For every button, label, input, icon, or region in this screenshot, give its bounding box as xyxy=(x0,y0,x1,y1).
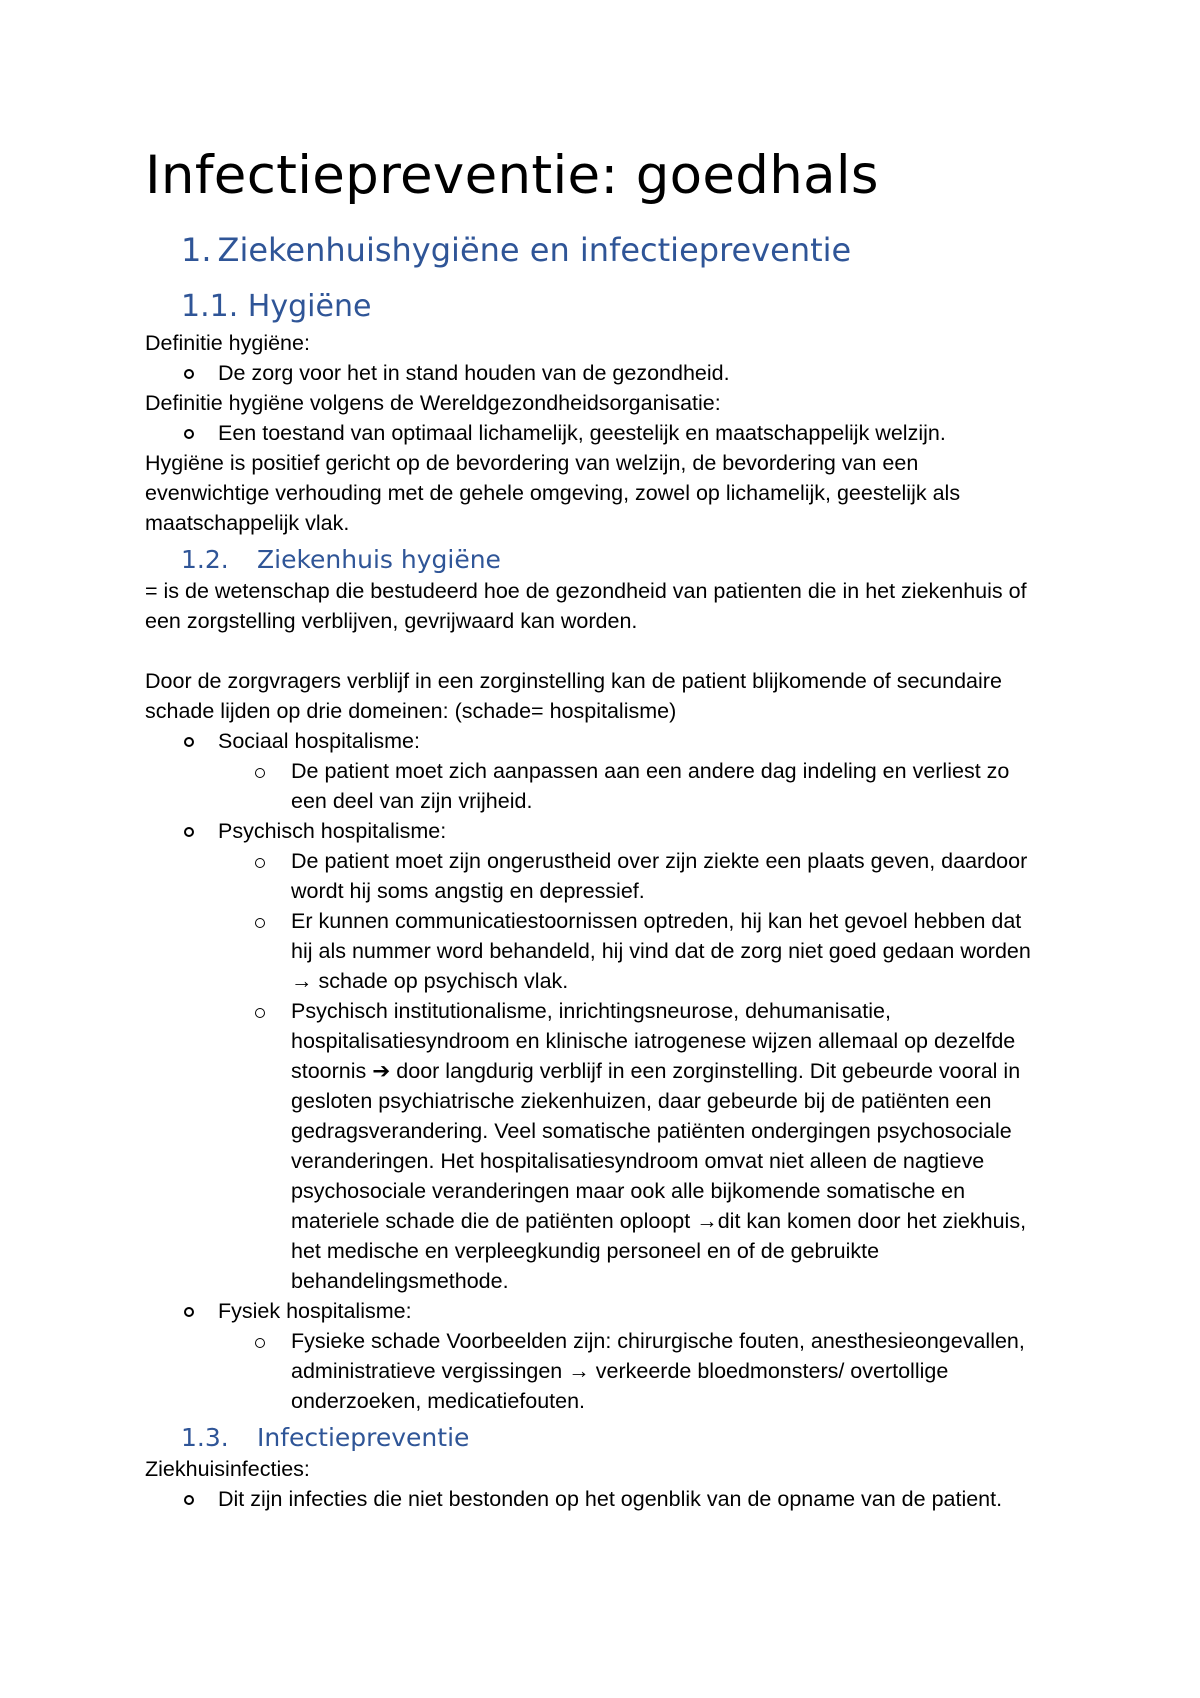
paragraph: Definitie hygiëne: xyxy=(145,331,310,355)
list-item xyxy=(145,1484,1075,1514)
sub-list-item xyxy=(145,756,1075,816)
list-item xyxy=(145,418,1075,448)
list-item xyxy=(145,1296,1075,1326)
sub-list-item xyxy=(145,996,1075,1296)
paragraph-line: Door de zorgvragers verblijf in een zorginstelling kan de patient blijkomende of secundaire xyxy=(145,669,1002,693)
heading-text: Hygiëne xyxy=(247,289,372,324)
list-item-text: Dit zijn infecties die niet bestonden op het ogenblik van de opname van de patient. xyxy=(218,1487,1003,1511)
sub-list-line: Fysieke schade Voorbeelden zijn: chirurgische fouten, anesthesieongevallen, xyxy=(291,1329,1025,1353)
heading-text: Ziekenhuishygiëne en infectiepreventie xyxy=(217,231,852,269)
bullet-icon xyxy=(184,429,194,439)
sub-list-line xyxy=(291,1356,1075,1386)
bullet-icon xyxy=(184,827,194,837)
sub-list-line-text: door langdurig verblijf in een zorginstelling. Dit gebeurde vooral in xyxy=(396,1059,1021,1083)
sub-list-line-text: verkeerde bloedmonsters/ overtollige xyxy=(595,1359,949,1383)
paragraph-line: maatschappelijk vlak. xyxy=(145,511,350,535)
sub-bullet-icon xyxy=(255,768,265,778)
list-item-text: Psychisch hospitalisme: xyxy=(218,819,447,843)
arrow-right-icon: ➔ xyxy=(372,1059,391,1083)
arrow-right-icon: → xyxy=(291,969,313,993)
sub-list-line: gesloten psychiatrische ziekenhuizen, daar gebeurde bij de patiënten een xyxy=(291,1089,992,1113)
heading-section-1-1 xyxy=(181,288,1075,326)
bullet-icon xyxy=(184,1307,194,1317)
paragraph-line: schade lijden op drie domeinen: (schade= hospitalisme) xyxy=(145,699,677,723)
sub-list-line: hij als nummer word behandeld, hij vind dat de zorg niet goed gedaan worden xyxy=(291,939,1031,963)
sub-list-line: behandelingsmethode. xyxy=(291,1269,509,1293)
sub-list-line: gedragsverandering. Veel somatische patiënten ondergingen psychosociale xyxy=(291,1119,1012,1143)
sub-list-line: De patient moet zich aanpassen aan een andere dag indeling en verliest zo xyxy=(291,759,1010,783)
blank-line xyxy=(145,636,1075,666)
heading-section-1-2 xyxy=(181,544,1075,576)
arrow-right-icon: → xyxy=(568,1359,590,1383)
paragraph-line: = is de wetenschap die bestudeerd hoe de gezondheid van patienten die in het ziekenhuis of xyxy=(145,579,1027,603)
sub-list-line-text: administratieve vergissingen xyxy=(291,1359,563,1383)
list-item xyxy=(145,726,1075,756)
sub-list-line: het medische en verpleegkundig personeel en of de gebruikte xyxy=(291,1239,880,1263)
sub-list-line: een deel van zijn vrijheid. xyxy=(291,789,533,813)
list-item-text: Fysiek hospitalisme: xyxy=(218,1299,412,1323)
paragraph-line: een zorgstelling verblijven, gevrijwaard kan worden. xyxy=(145,609,638,633)
sub-list-line-text: materiele schade die de patiënten oploopt xyxy=(291,1209,691,1233)
bullet-icon xyxy=(184,737,194,747)
arrow-right-icon: → xyxy=(696,1209,718,1233)
document-title: Infectiepreventie: goedhals xyxy=(145,145,879,206)
heading-number: 1.1. xyxy=(181,289,239,324)
list-item-text: De zorg voor het in stand houden van de gezondheid. xyxy=(218,361,730,385)
list-item xyxy=(145,358,1075,388)
sub-list-item xyxy=(145,906,1075,996)
sub-list-line: psychosociale veranderingen maar ook alle bijkomende somatische en xyxy=(291,1179,966,1203)
sub-list-line-text: dit kan komen door het ziekhuis, xyxy=(717,1209,1027,1233)
sub-list-line: Psychisch institutionalisme, inrichtingsneurose, dehumanisatie, xyxy=(291,999,891,1023)
heading-number: 1.3. xyxy=(181,1423,229,1452)
bullet-icon xyxy=(184,369,194,379)
heading-text: Ziekenhuis hygiëne xyxy=(257,545,501,574)
heading-section-1 xyxy=(181,230,1075,270)
heading-text: Infectiepreventie xyxy=(257,1423,470,1452)
paragraph-line: evenwichtige verhouding met de gehele omgeving, zowel op lichamelijk, geestelijk als xyxy=(145,481,961,505)
sub-bullet-icon xyxy=(255,1008,265,1018)
sub-list-item xyxy=(145,846,1075,906)
list-item-text: Sociaal hospitalisme: xyxy=(218,729,420,753)
sub-list-line: onderzoeken, medicatiefouten. xyxy=(291,1389,586,1413)
paragraph: Definitie hygiëne volgens de Wereldgezondheidsorganisatie: xyxy=(145,391,721,415)
sub-bullet-icon xyxy=(255,858,265,868)
sub-list-line xyxy=(291,966,1075,996)
sub-bullet-icon xyxy=(255,918,265,928)
sub-list-line: veranderingen. Het hospitalisatiesyndroom omvat niet alleen de nagtieve xyxy=(291,1149,985,1173)
heading-number: 1. xyxy=(181,231,212,269)
sub-list-line: Er kunnen communicatiestoornissen optreden, hij kan het gevoel hebben dat xyxy=(291,909,1022,933)
document-content xyxy=(145,140,1075,1514)
sub-list-line xyxy=(291,1056,1075,1086)
sub-list-line: wordt hij soms angstig en depressief. xyxy=(291,879,645,903)
heading-number: 1.2. xyxy=(181,545,229,574)
paragraph-line: Hygiëne is positief gericht op de bevordering van welzijn, de bevordering van een xyxy=(145,451,919,475)
sub-bullet-icon xyxy=(255,1338,265,1348)
sub-list-line: hospitalisatiesyndroom en klinische iatrogenese wijzen allemaal op dezelfde xyxy=(291,1029,1016,1053)
sub-list-line xyxy=(291,1206,1075,1236)
sub-list-item xyxy=(145,1326,1075,1416)
sub-list-line-text: stoornis xyxy=(291,1059,367,1083)
bullet-icon xyxy=(184,1495,194,1505)
sub-list-line: De patient moet zijn ongerustheid over zijn ziekte een plaats geven, daardoor xyxy=(291,849,1028,873)
list-item-text: Een toestand van optimaal lichamelijk, geestelijk en maatschappelijk welzijn. xyxy=(218,421,946,445)
paragraph: Ziekhuisinfecties: xyxy=(145,1457,310,1481)
sub-list-line-text: schade op psychisch vlak. xyxy=(318,969,569,993)
heading-section-1-3 xyxy=(181,1422,1075,1454)
list-item xyxy=(145,816,1075,846)
